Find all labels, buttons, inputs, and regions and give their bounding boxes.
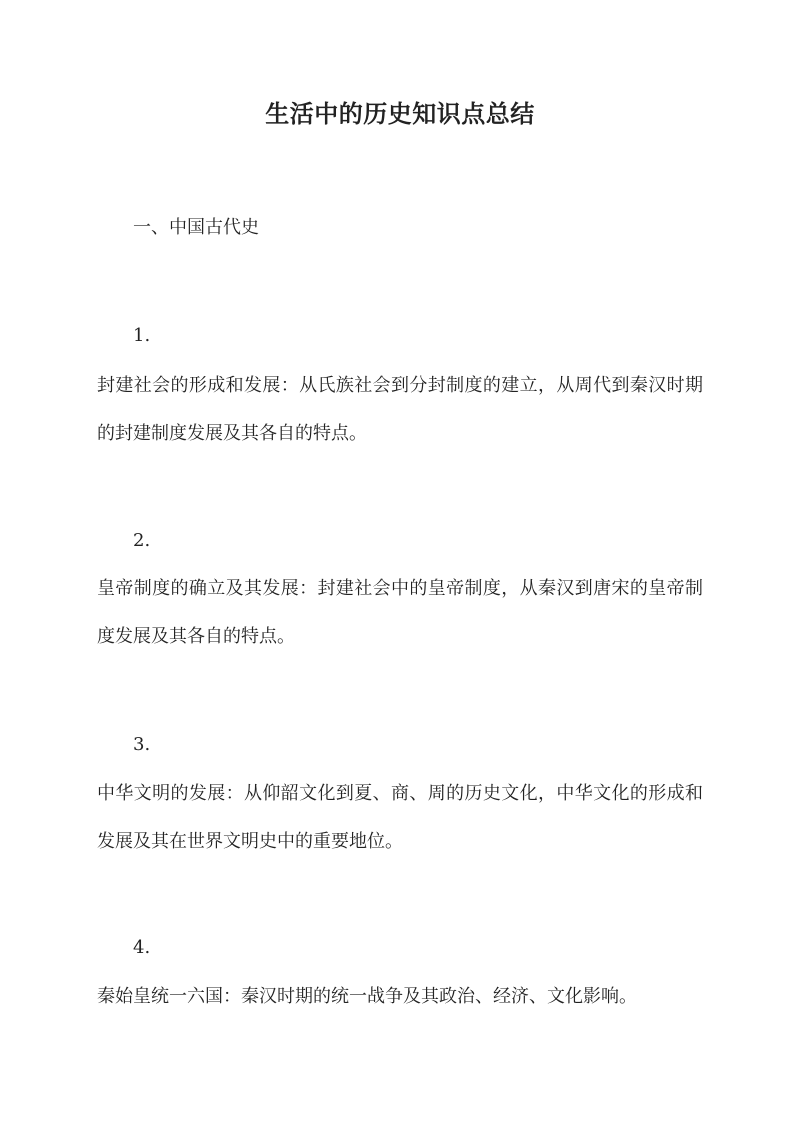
section-heading: 一、中国古代史 (133, 217, 259, 238)
list-item-number: 3. (133, 734, 151, 755)
list-item-number: 4. (133, 937, 151, 958)
list-item-text: 秦始皇统一六国：秦汉时期的统一战争及其政治、经济、文化影响。 (97, 986, 637, 1007)
list-item-number: 2. (133, 530, 151, 551)
list-item-number: 1. (133, 325, 151, 346)
list-item-text: 封建社会的形成和发展：从氏族社会到分封制度的建立，从周代到秦汉时期的封建制度发展及其各自的特点。 (97, 375, 703, 444)
list-item-text: 皇帝制度的确立及其发展：封建社会中的皇帝制度，从秦汉到唐宋的皇帝制度发展及其各自的特点。 (97, 578, 703, 647)
list-item-text: 中华文明的发展：从仰韶文化到夏、商、周的历史文化，中华文化的形成和发展及其在世界文明史中的重要地位。 (97, 783, 703, 852)
page-title: 生活中的历史知识点总结 (265, 99, 535, 128)
